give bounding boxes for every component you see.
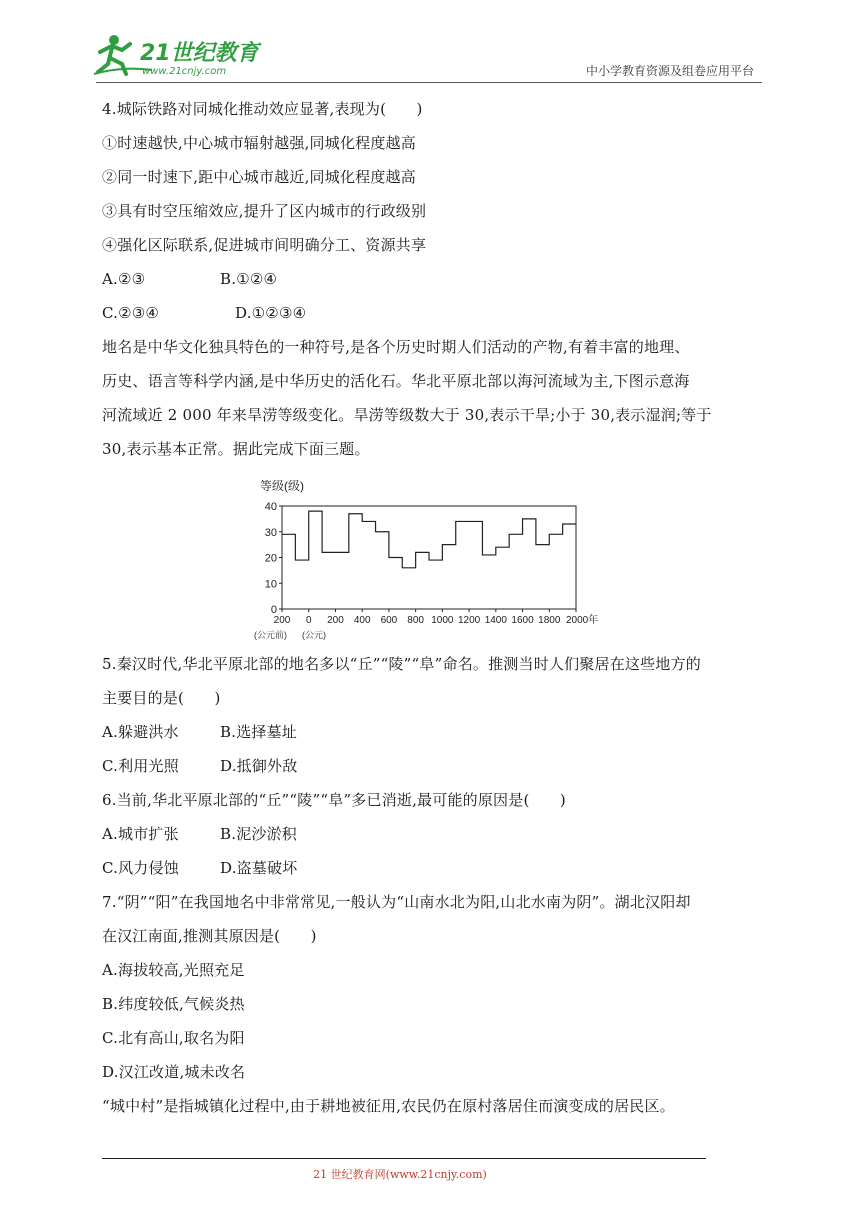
x-tick-label: 1200 — [457, 615, 481, 626]
x-tick-label: 800 — [407, 615, 424, 626]
x-tick-label: 1800 — [538, 615, 561, 626]
q7-stem-2: 在汉江南面,推测其原因是( ) — [102, 927, 317, 945]
q4-option-d: D.①②③④ — [235, 304, 307, 322]
x-tick-label: 1000 — [431, 615, 454, 626]
chart-ylabel: 等级(级) — [260, 479, 304, 493]
q5-option-a: A.躲避洪水 — [102, 723, 179, 741]
logo-url: www.21cnjy.com — [142, 66, 227, 77]
header-divider — [96, 82, 762, 83]
y-tick-label: 0 — [270, 604, 277, 616]
platform-label: 中小学教育资源及组卷应用平台 — [585, 64, 754, 78]
x-tick-label: 200 — [273, 615, 291, 626]
q4-option-c: C.②③④ — [102, 304, 160, 322]
q6-stem: 6.当前,华北平原北部的“丘”“陵”“阜”多已消逝,最可能的原因是( ) — [102, 791, 566, 809]
logo-text: 21世纪教育 — [140, 41, 259, 66]
passage-line-1: 地名是中华文化独具特色的一种符号,是各个历史时期人们活动的产物,有着丰富的地理、 — [102, 338, 690, 356]
q4-stem: 4.城际铁路对同城化推动效应显著,表现为( ) — [102, 100, 423, 118]
passage-line-4: 30,表示基本正常。据此完成下面三题。 — [102, 440, 370, 458]
y-tick-label: 10 — [264, 578, 277, 591]
passage-line-3: 河流域近 2 000 年来旱涝等级变化。旱涝等级数大于 30,表示干旱;小于 30,表示湿润;等于 — [102, 406, 712, 424]
q4-options-row-2 — [102, 303, 766, 323]
q7-option-d: D.汉江改道,城未改名 — [102, 1063, 246, 1081]
drought-flood-chart — [250, 478, 610, 643]
q6-option-b: B.泥沙淤积 — [220, 825, 297, 843]
y-tick-label: 30 — [264, 526, 277, 539]
q7-option-a: A.海拔较高,光照充足 — [102, 961, 245, 979]
chart-series — [282, 511, 576, 609]
q4-item-2: ②同一时速下,距中心城市越近,同城化程度越高 — [102, 168, 416, 186]
document-body — [102, 99, 766, 473]
passage-line-2: 历史、语言等科学内涵,是中华历史的活化石。华北平原北部以海河流域为主,下图示意海 — [102, 372, 690, 390]
q6-option-c: C.风力侵蚀 — [102, 859, 179, 877]
q7-stem-1: 7.“阴”“阳”在我国地名中非常常见,一般认为“山南水北为阳,山北水南为阴”。湖北汉阳却 — [102, 893, 691, 911]
q4-options-row-1 — [102, 269, 766, 289]
footer-divider — [102, 1158, 706, 1159]
q4-option-a: A.②③ — [102, 270, 146, 288]
q5-stem-1: 5.秦汉时代,华北平原北部的地名多以“丘”“陵”“阜”命名。推测当时人们聚居在这些地方的 — [102, 655, 701, 673]
x-tick-label: 600 — [380, 615, 398, 626]
chart-xticks — [274, 609, 599, 626]
q6-options-row-2 — [102, 858, 766, 878]
chart-xsub-bc: (公元前) — [254, 630, 287, 640]
x-tick-label: 0 — [305, 615, 312, 626]
q4-item-1: ①时速越快,中心城市辐射越强,同城化程度越高 — [102, 134, 416, 152]
q5-stem-2: 主要目的是( ) — [102, 689, 221, 707]
q6-option-d: D.盗墓破坏 — [220, 859, 298, 877]
chart-xsub-ad: (公元) — [302, 630, 326, 640]
footer-text: 21 世纪教育网(www.21cnjy.com) — [313, 1168, 487, 1181]
q7-option-b: B.纬度较低,气候炎热 — [102, 995, 245, 1013]
q5-option-d: D.抵御外敌 — [220, 757, 298, 775]
q5-options-row-2 — [102, 756, 766, 776]
q4-option-b: B.①②④ — [220, 270, 278, 288]
q4-item-3: ③具有时空压缩效应,提升了区内城市的行政级别 — [102, 202, 427, 220]
x-tick-label: 400 — [353, 615, 371, 626]
drought-flood-series — [282, 511, 576, 568]
q6-option-a: A.城市扩张 — [102, 825, 179, 843]
q6-options-row-1 — [102, 824, 766, 844]
q4-item-4: ④强化区际联系,促进城市间明确分工、资源共享 — [102, 236, 427, 254]
x-tick-label: 2000年 — [566, 615, 599, 626]
x-tick-label: 200 — [327, 615, 344, 626]
q7-option-c: C.北有高山,取名为阳 — [102, 1029, 245, 1047]
q5-option-c: C.利用光照 — [102, 757, 179, 775]
site-logo — [92, 30, 262, 82]
y-tick-label: 40 — [264, 501, 277, 513]
x-tick-label: 1600 — [511, 615, 534, 626]
chart-yticks — [265, 501, 282, 616]
passage2: “城中村”是指城镇化过程中,由于耕地被征用,农民仍在原村落居住而演变成的居民区。 — [102, 1097, 675, 1115]
q5-options-row-1 — [102, 722, 766, 742]
x-tick-label: 1400 — [484, 615, 507, 626]
y-tick-label: 20 — [264, 552, 277, 565]
questions-after-chart — [102, 654, 766, 1130]
q5-option-b: B.选择墓址 — [220, 723, 297, 741]
